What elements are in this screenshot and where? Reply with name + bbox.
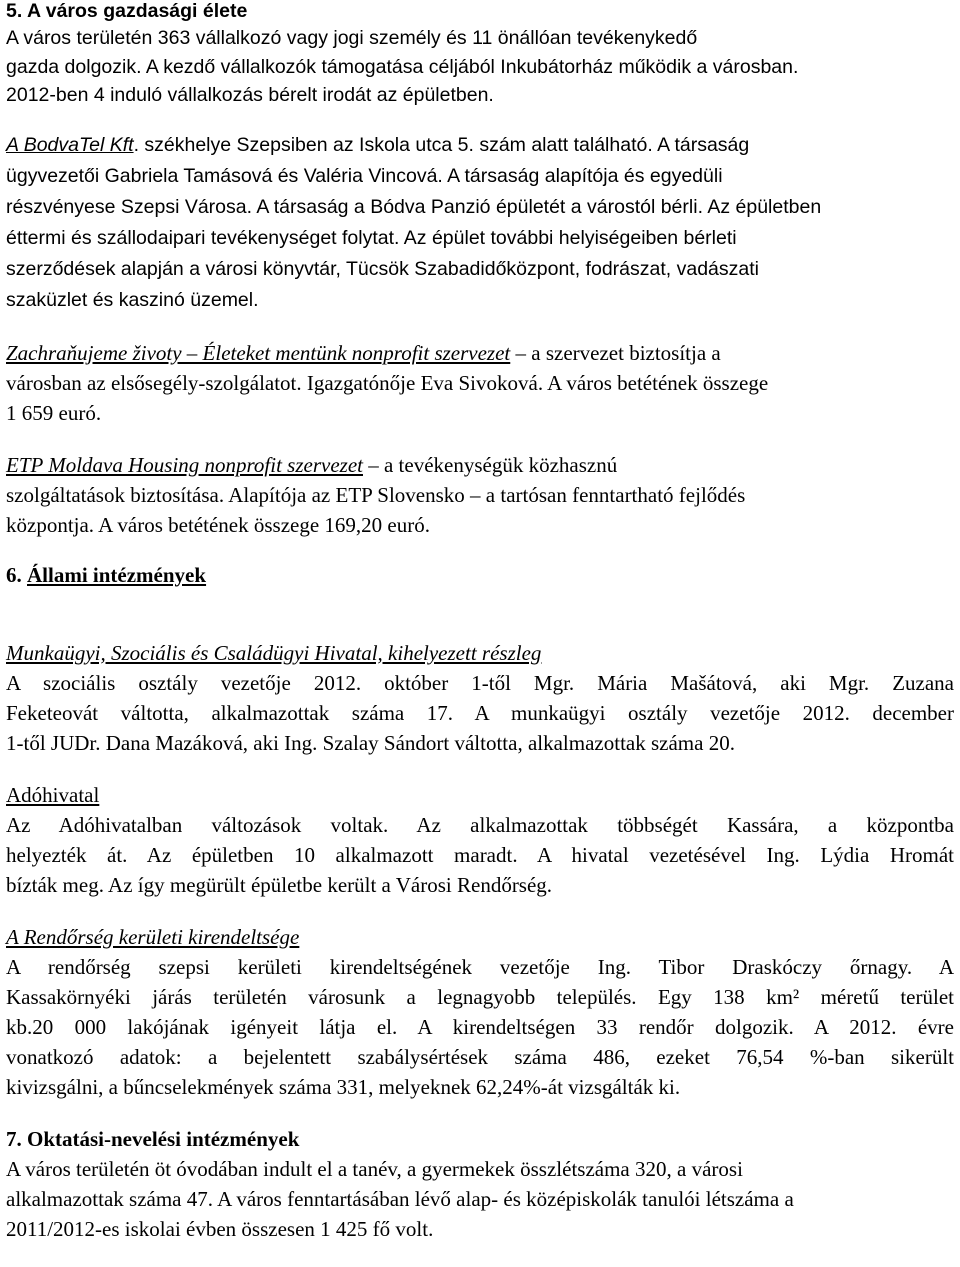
zachranujeme-paragraph bbox=[6, 338, 954, 428]
text-line: éttermi és szállodaipari tevékenységet folytat. Az épület további helyiségeiben bérleti bbox=[6, 226, 737, 249]
text-line: ügyvezetői Gabriela Tamásová és Valéria Vincová. A társaság alapítója és egyedüli bbox=[6, 164, 723, 187]
bodvatel-paragraph bbox=[6, 130, 954, 316]
text-line: szaküzlet és kaszinó üzemel. bbox=[6, 288, 259, 311]
munkaugyi-heading: Munkaügyi, Szociális és Családügyi Hivatal, kihelyezett részleg bbox=[6, 640, 542, 665]
text-line: kivizsgálni, a bűncselekmények száma 331, melyeknek 62,24%-át vizsgálták ki. bbox=[6, 1074, 681, 1099]
section-5-heading bbox=[6, 0, 954, 24]
munkaugyi-paragraph bbox=[6, 668, 954, 758]
section-5-number: 5. bbox=[6, 0, 23, 22]
section-6-number: 6. bbox=[6, 562, 22, 587]
text-line: A város területén öt óvodában indult el a tanév, a gyermekek összlétszáma 320, a városi bbox=[6, 1156, 743, 1181]
text-line: alkalmazottak száma 47. A város fenntartásában lévő alap- és középiskolák tanulói létszáma a bbox=[6, 1186, 794, 1211]
section-5-title: A város gazdasági élete bbox=[26, 0, 248, 22]
section-6-title: Állami intézmények bbox=[27, 562, 207, 587]
text-line: vonatkozó adatok: a bejelentett szabálysértések száma 486, ezeket 76,54 %-ban sikerült bbox=[6, 1044, 954, 1069]
document-page bbox=[6, 0, 954, 1244]
section-6-heading bbox=[6, 562, 954, 589]
text-line: városban az elsősegély-szolgálatot. Igazgatónője Eva Sivoková. A város betétének összege bbox=[6, 370, 769, 395]
text-line: 2012-ben 4 induló vállalkozás bérelt irodát az épületben. bbox=[6, 84, 494, 106]
text-line: Az Adóhivatalban változások voltak. Az alkalmazottak többségét Kassára, a központba bbox=[6, 812, 954, 837]
text-line: szerződések alapján a városi könyvtár, Tücsök Szabadidőközpont, fodrászat, vadászati bbox=[6, 257, 759, 280]
text-line: helyezték át. Az épületben 10 alkalmazott maradt. A hivatal vezetésével Ing. Lýdia Hromát bbox=[6, 842, 954, 867]
section-7-number: 7. bbox=[6, 1126, 22, 1151]
section-7-paragraph bbox=[6, 1154, 954, 1244]
section-5-intro bbox=[6, 24, 954, 110]
text-line: – a tevékenységük közhasznú bbox=[362, 452, 618, 477]
text-line: – a szervezet biztosítja a bbox=[510, 340, 721, 365]
text-line: Feketeovát váltotta, alkalmazottak száma 17. A munkaügyi osztály vezetője 2012. december bbox=[6, 700, 954, 725]
text-line: központja. A város betétének összege 169,20 euró. bbox=[6, 512, 430, 537]
section-7-title: Oktatási-nevelési intézmények bbox=[27, 1126, 300, 1151]
bodvatel-name: A BodvaTel Kft bbox=[6, 133, 134, 156]
etp-paragraph bbox=[6, 450, 954, 540]
etp-name: ETP Moldava Housing nonprofit szervezet bbox=[6, 452, 363, 477]
rendorseg-paragraph bbox=[6, 952, 954, 1102]
text-line: 1-től JUDr. Dana Mazáková, aki Ing. Szalay Sándort váltotta, alkalmazottak száma 20. bbox=[6, 730, 735, 755]
section-7-heading bbox=[6, 1124, 954, 1154]
text-line: kb.20 000 lakójának igényeit látja el. A kirendeltségen 33 rendőr dolgozik. A 2012. évre bbox=[6, 1014, 954, 1039]
adohivatal-heading: Adóhivatal bbox=[6, 782, 100, 807]
text-line: A város területén 363 vállalkozó vagy jogi személy és 11 önállóan tevékenykedő bbox=[6, 27, 698, 49]
text-line: szolgáltatások biztosítása. Alapítója az ETP Slovensko – a tartósan fenntartható fejlődés bbox=[6, 482, 746, 507]
text-line: bízták meg. Az így megürült épületbe került a Városi Rendőrség. bbox=[6, 872, 553, 897]
text-line: A szociális osztály vezetője 2012. október 1-től Mgr. Mária Mašátová, aki Mgr. Zuzana bbox=[6, 670, 954, 695]
text-line: . székhelye Szepsiben az Iskola utca 5. szám alatt található. A társaság bbox=[133, 133, 750, 156]
zachranujeme-name: Zachraňujeme životy – Életeket mentünk nonprofit szervezet bbox=[6, 340, 511, 365]
adohivatal-paragraph bbox=[6, 810, 954, 900]
rendorseg-heading: A Rendőrség kerületi kirendeltsége bbox=[6, 924, 300, 949]
text-line: A rendőrség szepsi kerületi kirendeltségének vezetője Ing. Tibor Draskóczy őrnagy. A bbox=[6, 954, 954, 979]
text-line: részvényese Szepsi Városa. A társaság a Bódva Panzió épületét a várostól bérli. Az épületben bbox=[6, 195, 822, 218]
text-line: Kassakörnyéki járás területén városunk a legnagyobb település. Egy 138 km² méretű terület bbox=[6, 984, 954, 1009]
text-line: gazda dolgozik. A kezdő vállalkozók támogatása céljából Inkubátorház működik a városban. bbox=[6, 55, 799, 78]
text-line: 1 659 euró. bbox=[6, 400, 102, 425]
text-line: 2011/2012-es iskolai évben összesen 1 425 fő volt. bbox=[6, 1216, 434, 1241]
